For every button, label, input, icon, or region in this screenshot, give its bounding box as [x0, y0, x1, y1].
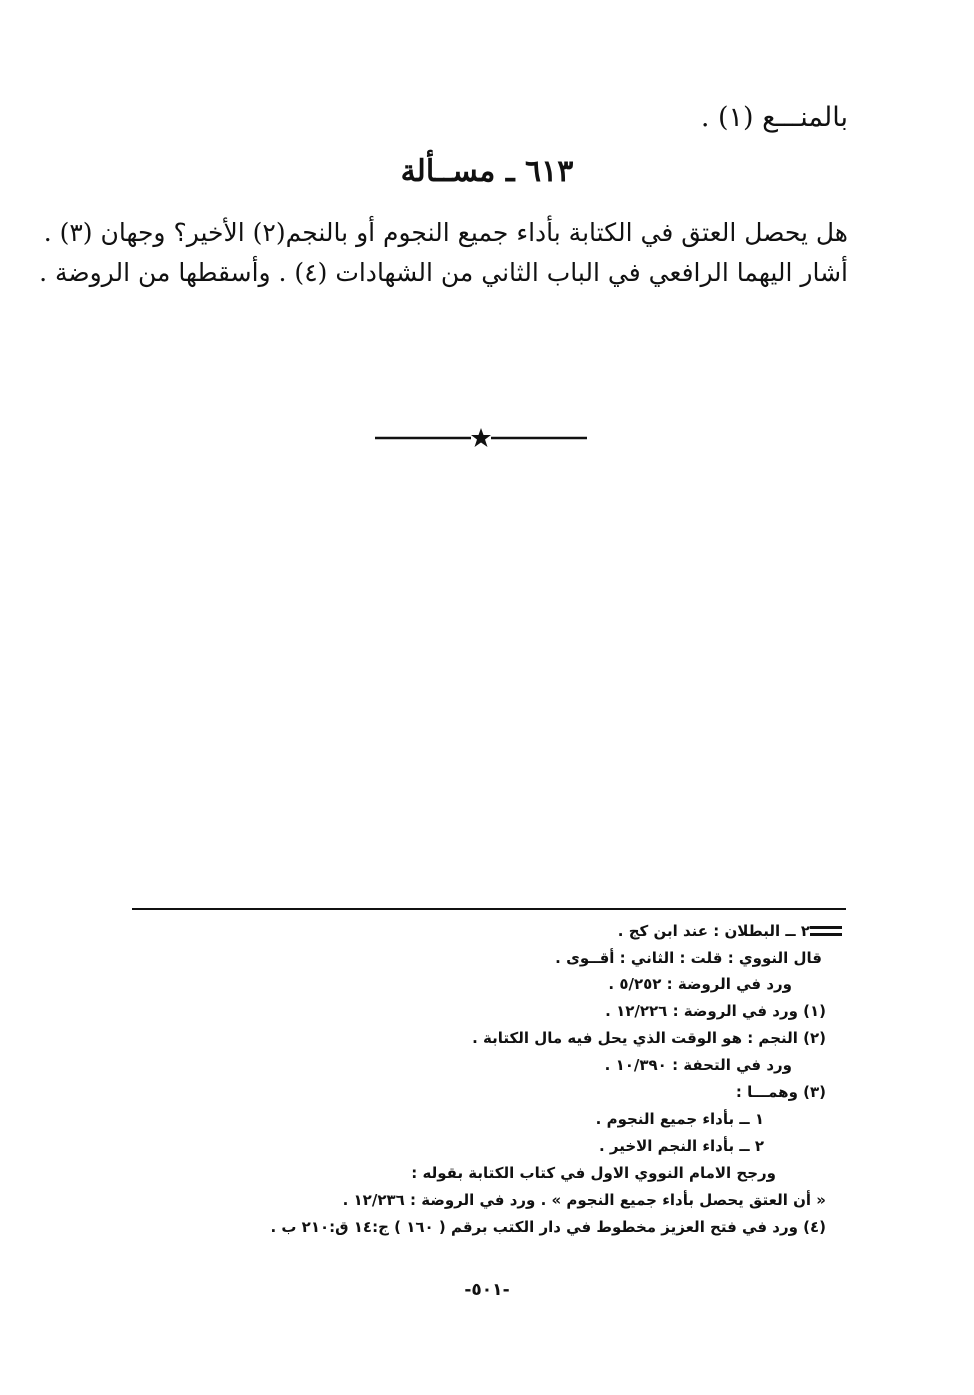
continuation-line: بالمنـــع (١) . [700, 102, 848, 133]
body-line-1: هل يحصل العتق في الكتابة بأداء جميع النجوم أو بالنجم(٢) الأخير؟ وجهان (٣) . [43, 218, 848, 247]
footnote-line: ورجح الامام النووي الاول في كتاب الكتابة بقوله : [411, 1164, 776, 1182]
footnote-4: (٤) ورد في فتح العزيز مخطوط في دار الكتب برقم ( ١٦٠ ) ج:١٤ ق:٢١٠ ب . [270, 1218, 826, 1236]
footnote-1: (١) ورد في الروضة : ١٢/٢٢٦ . [605, 1002, 826, 1020]
footnote-line: ٢ ــ بأداء النجم الاخير . [598, 1137, 764, 1155]
issue-heading: ٦١٣ ـ مســألة [400, 154, 574, 189]
footnote-line: ورد في الروضة : ٥/٢٥٢ . [608, 975, 792, 993]
footnote-2: (٢) النجم : هو الوقت الذي يحل فيه مال الكتابة . [472, 1029, 826, 1047]
footnote-continuation-mark [810, 926, 842, 936]
body-line-2: أشار اليهما الرافعي في الباب الثاني من الشهادات (٤) . وأسقطها من الروضة . [39, 258, 848, 287]
footnote-line: ١ ــ بأداء جميع النجوم . [595, 1110, 764, 1128]
page-number: -٥٠١- [464, 1280, 510, 1300]
ornamental-divider [375, 426, 587, 450]
star-icon [471, 428, 491, 447]
footnote-line: ورد في التحفة : ١٠/٣٩٠ . [604, 1056, 792, 1074]
footnote-rule [132, 908, 846, 910]
footnote-line: قال النووي : قلت : الثاني : أقــوى . [555, 949, 822, 967]
footnote-3: (٣) وهمـــا : [735, 1083, 826, 1101]
footnote-line: « أن العتق يحصل بأداء جميع النجوم » . ورد في الروضة : ١٢/٢٣٦ . [342, 1191, 826, 1209]
footnote-line: ٢ ــ البطلان : عند ابن كج . [617, 922, 810, 940]
